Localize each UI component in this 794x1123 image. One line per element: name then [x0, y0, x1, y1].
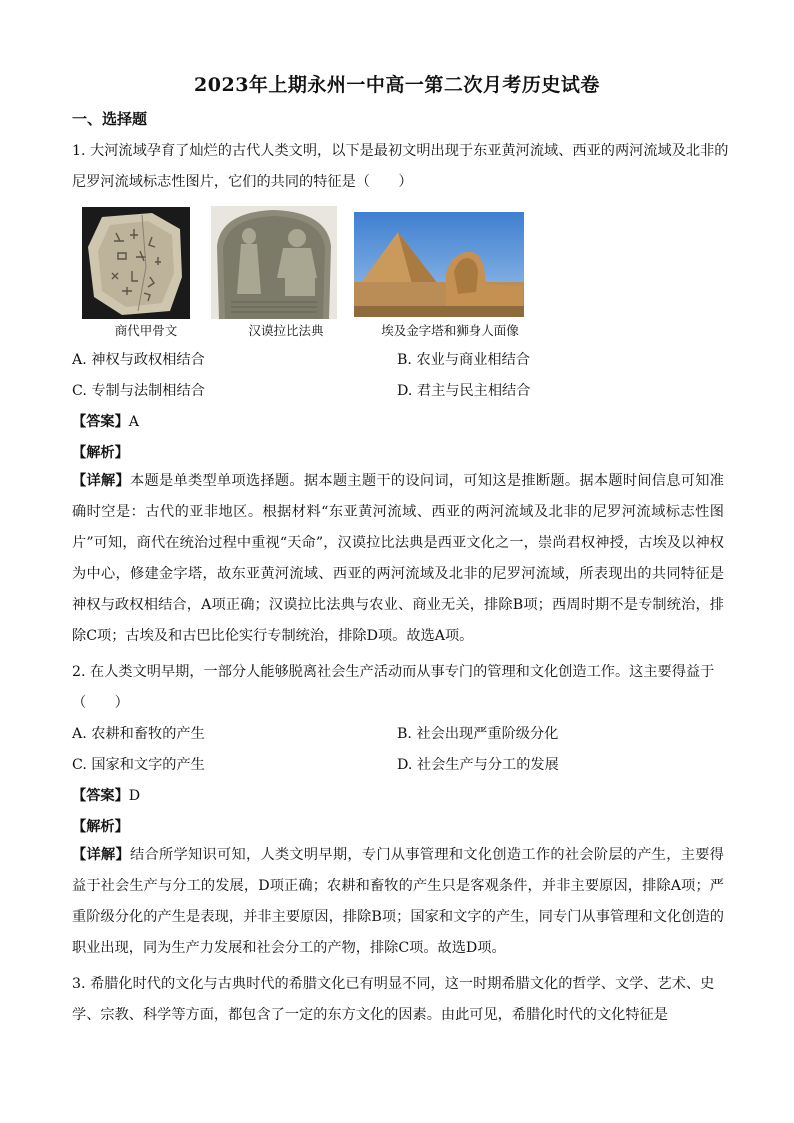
- q2-stem-line1: 2. 在人类文明早期，一部分人能够脱离社会生产活动而从事专门的管理和文化创造工作。这主要得益于: [72, 664, 715, 680]
- q1-analysis-tag: 【解析】: [72, 445, 129, 461]
- q2-stem-line2: （ ）: [72, 695, 129, 711]
- caption-oracle-bone: 商代甲骨文: [114, 323, 178, 338]
- q2-option-b: B. 社会出现严重阶级分化: [397, 726, 559, 742]
- caption-hammurabi: 汉谟拉比法典: [248, 323, 324, 338]
- page-title: 2023年上期永州一中高一第二次月考历史试卷: [194, 74, 600, 96]
- q2-answer-tag: 【答案】: [72, 788, 129, 804]
- q2-answer-value: D: [128, 788, 141, 804]
- q1-stem-line1: 1. 大河流域孕育了灿烂的古代人类文明，以下是最初文明出现于东亚黄河流域、西亚的两河流域及北非的: [72, 143, 729, 159]
- q2-analysis-tag: 【解析】: [72, 819, 129, 835]
- q1-option-c: C. 专制与法制相结合: [72, 383, 205, 399]
- q1-answer-line: [72, 411, 139, 431]
- q2-option-c: C. 国家和文字的产生: [72, 757, 205, 773]
- caption-pyramid-sphinx: 埃及金字塔和狮身人面像: [381, 323, 519, 338]
- q1-option-b: B. 农业与商业相结合: [397, 352, 530, 368]
- oracle-bone-image: [82, 207, 190, 319]
- q1-detail-tag: 【详解】: [72, 473, 130, 489]
- q3-stem-line1: 3. 希腊化时代的文化与古典时代的希腊文化已有明显不同，这一时期希腊文化的哲学、文学、艺术、史: [72, 976, 715, 992]
- q1-option-a: A. 神权与政权相结合: [72, 352, 205, 368]
- q1-detail-text: 本题是单类型单项选择题。据本题主题干的设问词，可知这是推断题。据本题时间信息可知准确时空是：古代的亚非地区。根据材料“东亚黄河流域、西亚的两河流域及北非的尼罗河流域标志性图片”可知，商代在统治过程中重视“天命”，汉谟拉比法典是西亚文化之一，崇尚君权神授，古埃及以神权为中心，修建金字塔，故东亚黄河流域、西亚的两河流域及北非的尼罗河流域，所表现出的共同特征是神权与政权相结合，A项正确；汉谟拉比法典与农业、商业无关，排除B项；西周时期不是专制统治，排除C项；古埃及和古巴比伦实行专制统治，排除D项。故选A项。: [72, 473, 724, 644]
- q2-detail-tag: 【详解】: [72, 847, 130, 863]
- q2-option-d: D. 社会生产与分工的发展: [397, 757, 559, 773]
- q2-detail-text: 结合所学知识可知，人类文明早期，专门从事管理和文化创造工作的社会阶层的产生，主要得益于社会生产与分工的发展，D项正确；农耕和畜牧的产生只是客观条件，并非主要原因，排除A项；严重阶级分化的产生是表现，并非主要原因，排除B项；国家和文字的产生，同专门从事管理和文化创造的职业出现，同为生产力发展和社会分工的产物，排除C项。故选D项。: [72, 847, 724, 956]
- q1-stem-line2: 尼罗河流域标志性图片，它们的共同的特征是（ ）: [72, 174, 413, 190]
- hammurabi-stele-image: [211, 206, 337, 319]
- q1-answer-tag: 【答案】: [72, 414, 129, 430]
- q3-stem-line2: 学、宗教、科学等方面，都包含了一定的东方文化的因素。由此可见，希腊化时代的文化特征是: [72, 1007, 668, 1023]
- q2-option-a: A. 农耕和畜牧的产生: [72, 726, 205, 742]
- pyramid-sphinx-image: [354, 212, 524, 317]
- section-heading: 一、选择题: [72, 110, 148, 128]
- q1-option-d: D. 君主与民主相结合: [397, 383, 531, 399]
- q1-answer-value: A: [128, 414, 140, 430]
- q2-detail: [72, 840, 724, 964]
- q1-detail: [72, 466, 724, 652]
- q2-answer-line: [72, 785, 140, 805]
